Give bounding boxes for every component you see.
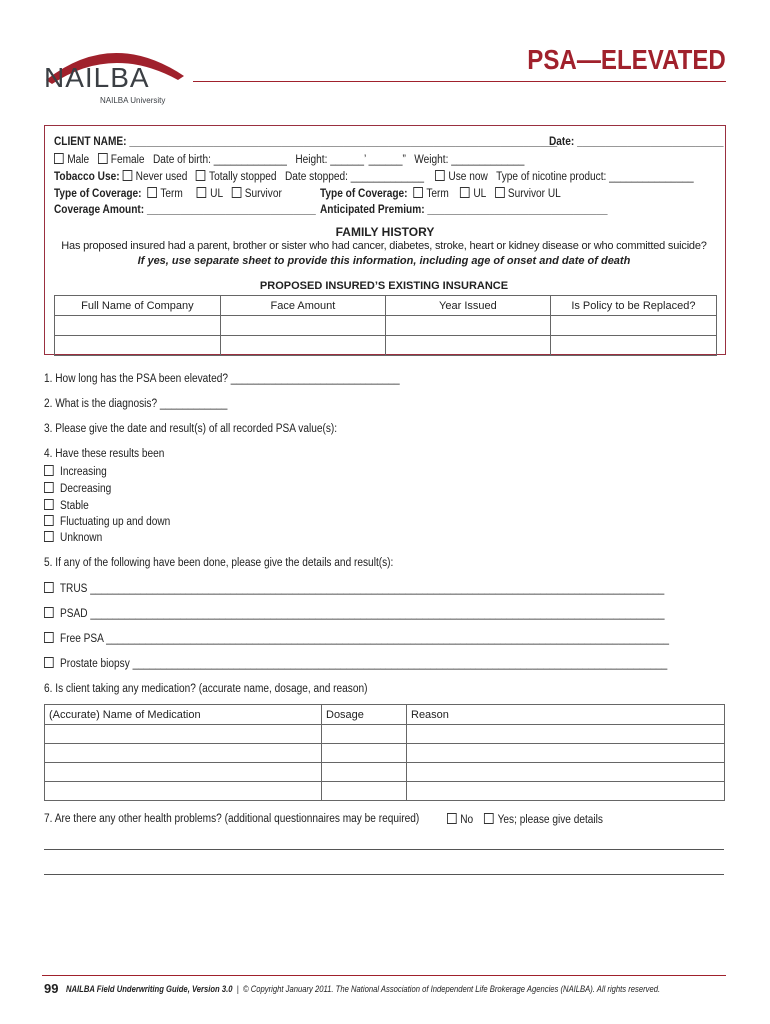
- date-field[interactable]: Date: __________________________: [549, 136, 724, 148]
- question-3: 3. Please give the date and result(s) of all recorded PSA value(s):: [44, 423, 338, 435]
- survivor-checkbox[interactable]: [232, 187, 242, 198]
- table-cell[interactable]: [45, 763, 322, 782]
- female-checkbox[interactable]: [98, 153, 108, 164]
- free-psa-checkbox[interactable]: [44, 632, 54, 643]
- trus-field[interactable]: TRUS ______________________________________________________________________________________________________: [59, 583, 665, 595]
- height-field[interactable]: Height: ______’ ______”: [295, 154, 406, 166]
- coverage-row-left: [54, 187, 282, 200]
- family-history-instruction: If yes, use separate sheet to provide this information, including age of onset and date of death: [137, 255, 631, 267]
- coverage-amount-field[interactable]: Coverage Amount: ______________________________: [54, 204, 316, 216]
- never-used-label: Never used: [135, 171, 188, 183]
- survivor-ul-checkbox[interactable]: [495, 187, 505, 198]
- footer-separator: |: [236, 984, 239, 994]
- page-number: 99: [44, 981, 59, 996]
- psad-row[interactable]: [44, 607, 664, 620]
- male-label: Male: [67, 154, 90, 166]
- coverage-row-right: [320, 187, 561, 200]
- option-label: Unknown: [60, 532, 103, 544]
- col-dosage: Dosage: [322, 705, 407, 725]
- col-company: Full Name of Company: [55, 296, 221, 316]
- table-cell[interactable]: [220, 316, 385, 336]
- table-row: [55, 316, 717, 336]
- title-rule: [193, 81, 726, 82]
- term-checkbox-2[interactable]: [413, 187, 423, 198]
- table-cell[interactable]: [407, 725, 725, 744]
- question-5: 5. If any of the following have been done, please give the details and result(s):: [44, 557, 394, 569]
- option-unknown[interactable]: [44, 531, 102, 544]
- existing-insurance-heading: PROPOSED INSURED’S EXISTING INSURANCE: [259, 280, 509, 292]
- client-name-field[interactable]: CLIENT NAME: ____________________________________________________________________________: [54, 136, 558, 148]
- table-row: [45, 744, 725, 763]
- col-year-issued: Year Issued: [385, 296, 550, 316]
- ul-checkbox-2[interactable]: [460, 187, 470, 198]
- col-medication: (Accurate) Name of Medication: [45, 705, 322, 725]
- table-cell[interactable]: [45, 725, 322, 744]
- details-line-1[interactable]: [44, 849, 724, 850]
- option-fluctuating[interactable]: [44, 515, 170, 528]
- table-cell[interactable]: [385, 316, 550, 336]
- footer-rule: [42, 975, 726, 976]
- gender-row: [54, 153, 524, 166]
- table-cell[interactable]: [322, 744, 407, 763]
- weight-field[interactable]: Weight: _____________: [414, 154, 525, 166]
- logo-subtitle: NAILBA University: [100, 96, 166, 105]
- increasing-checkbox[interactable]: [44, 465, 54, 476]
- no-label: No: [460, 814, 474, 826]
- psad-field[interactable]: PSAD ______________________________________________________________________________________________________: [60, 608, 665, 620]
- table-cell[interactable]: [322, 725, 407, 744]
- family-history-question: Has proposed insured had a parent, brother or sister who had cancer, diabetes, stroke, heart or kidney disease or who committed suicide?: [61, 240, 707, 252]
- table-cell[interactable]: [385, 336, 550, 356]
- use-now-label: Use now: [448, 171, 488, 183]
- trus-checkbox[interactable]: [44, 582, 54, 593]
- ul-checkbox[interactable]: [197, 187, 207, 198]
- survivor-label: Survivor: [244, 188, 282, 200]
- option-stable[interactable]: [44, 499, 89, 512]
- question-1[interactable]: 1. How long has the PSA been elevated? ______________________________: [44, 373, 400, 385]
- option-decreasing[interactable]: [44, 482, 111, 495]
- table-cell[interactable]: [550, 316, 716, 336]
- page-title: PSA—ELEVATED: [527, 44, 726, 75]
- survivor-ul-label: Survivor UL: [507, 188, 561, 200]
- nicotine-type-field[interactable]: Type of nicotine product: _______________: [496, 171, 694, 183]
- term-checkbox[interactable]: [147, 187, 157, 198]
- psad-checkbox[interactable]: [44, 607, 54, 618]
- tobacco-row: [54, 170, 694, 183]
- table-row: [45, 782, 725, 801]
- table-cell[interactable]: [407, 744, 725, 763]
- female-label: Female: [110, 154, 145, 166]
- ul-label-2: UL: [473, 188, 487, 200]
- no-checkbox[interactable]: [447, 813, 457, 824]
- date-stopped-field[interactable]: Date stopped: _____________: [284, 171, 424, 183]
- use-now-checkbox[interactable]: [435, 170, 445, 181]
- table-cell[interactable]: [55, 336, 221, 356]
- question-2[interactable]: 2. What is the diagnosis? ____________: [44, 398, 228, 410]
- fluctuating-checkbox[interactable]: [44, 515, 54, 526]
- table-cell[interactable]: [407, 782, 725, 801]
- dob-field[interactable]: Date of birth: _____________: [152, 154, 287, 166]
- free-psa-row[interactable]: [44, 632, 669, 645]
- option-label: Increasing: [60, 466, 107, 478]
- yes-label: Yes; please give details: [497, 814, 603, 826]
- unknown-checkbox[interactable]: [44, 531, 54, 542]
- table-cell[interactable]: [407, 763, 725, 782]
- option-label: Fluctuating up and down: [60, 516, 171, 528]
- footer: [44, 981, 765, 996]
- existing-insurance-table: [54, 295, 717, 356]
- question-4: 4. Have these results been: [44, 448, 165, 460]
- stopped-label: Totally stopped: [209, 171, 277, 183]
- table-cell[interactable]: [45, 782, 322, 801]
- table-cell[interactable]: [550, 336, 716, 356]
- table-cell[interactable]: [322, 782, 407, 801]
- yes-checkbox[interactable]: [484, 813, 494, 824]
- stopped-checkbox[interactable]: [196, 170, 206, 181]
- q7-options: [447, 813, 603, 826]
- decreasing-checkbox[interactable]: [44, 482, 54, 493]
- col-reason: Reason: [407, 705, 725, 725]
- table-cell[interactable]: [322, 763, 407, 782]
- copyright: © Copyright January 2011. The National Association of Independent Life Brokerage Agencies (NAILBA). All rights reserved.: [243, 984, 661, 994]
- option-label: Stable: [60, 500, 89, 512]
- logo-text: NAILBA: [44, 62, 150, 93]
- stable-checkbox[interactable]: [44, 499, 54, 510]
- anticipated-premium-field[interactable]: Anticipated Premium: ________________________________: [320, 204, 608, 216]
- biopsy-checkbox[interactable]: [44, 657, 54, 668]
- family-history-heading: FAMILY HISTORY: [335, 225, 435, 239]
- question-6: 6. Is client taking any medication? (accurate name, dosage, and reason): [44, 683, 368, 695]
- male-checkbox[interactable]: [54, 153, 64, 164]
- option-increasing[interactable]: [44, 465, 107, 478]
- medication-table: [44, 704, 725, 801]
- table-cell[interactable]: [45, 744, 322, 763]
- details-line-2[interactable]: [44, 874, 724, 875]
- question-7: 7. Are there any other health problems? (additional questionnaires may be required): [44, 813, 420, 825]
- never-used-checkbox[interactable]: [122, 170, 132, 181]
- trus-row[interactable]: [44, 582, 664, 595]
- free-psa-field[interactable]: Free PSA ____________________________________________________________________________________________________: [60, 633, 669, 645]
- ul-label: UL: [210, 188, 224, 200]
- tobacco-label: Tobacco Use:: [54, 171, 120, 183]
- term-label: Term: [160, 188, 183, 200]
- col-face-amount: Face Amount: [220, 296, 385, 316]
- coverage-label: Type of Coverage:: [54, 188, 142, 200]
- table-cell[interactable]: [55, 316, 221, 336]
- table-row: [45, 763, 725, 782]
- guide-title: NAILBA Field Underwriting Guide, Version 3.0: [66, 984, 233, 994]
- biopsy-field[interactable]: Prostate biopsy _______________________________________________________________________________________________: [60, 658, 668, 670]
- option-label: Decreasing: [60, 483, 112, 495]
- table-row: [45, 725, 725, 744]
- table-cell[interactable]: [220, 336, 385, 356]
- col-replaced: Is Policy to be Replaced?: [550, 296, 716, 316]
- coverage-label-2: Type of Coverage:: [320, 188, 408, 200]
- table-row: [55, 336, 717, 356]
- term-label-2: Term: [426, 188, 449, 200]
- biopsy-row[interactable]: [44, 657, 667, 670]
